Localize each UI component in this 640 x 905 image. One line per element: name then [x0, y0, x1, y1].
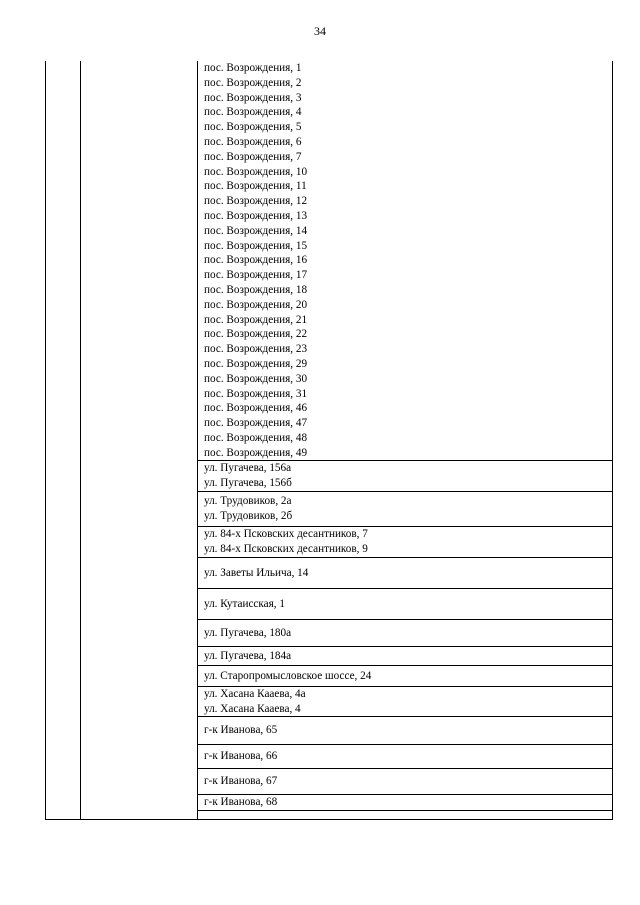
address-line: пос. Возрождения, 47 [204, 417, 308, 430]
address-line: пос. Возрождения, 14 [204, 224, 308, 237]
address-line: пос. Возрождения, 2 [204, 76, 302, 89]
address-line: пос. Возрождения, 17 [204, 269, 308, 282]
address-cell [197, 795, 613, 811]
address-line: пос. Возрождения, 7 [204, 150, 302, 163]
address-line: пос. Возрождения, 21 [204, 313, 308, 326]
address-line: пос. Возрождения, 6 [204, 135, 302, 148]
address-cell [197, 647, 613, 666]
address-line: ул. Хасана Кааева, 4 [204, 702, 301, 715]
address-cell-first [197, 61, 613, 461]
address-cell [197, 620, 613, 647]
address-cell [197, 558, 613, 589]
address-line: пос. Возрождения, 46 [204, 402, 308, 415]
address-line: пос. Возрождения, 13 [204, 209, 308, 222]
address-line: ул. Трудовиков, 2а [204, 495, 292, 508]
page-number: 34 [314, 24, 326, 38]
address-line: ул. Пугачева, 180а [204, 626, 292, 639]
address-line: г-к Иванова, 68 [204, 796, 278, 808]
address-line: пос. Возрождения, 5 [204, 121, 302, 134]
address-line: ул. Пугачева, 156б [204, 477, 292, 489]
address-line: пос. Возрождения, 18 [204, 283, 308, 296]
address-cell [197, 492, 613, 527]
table-border-left [45, 61, 46, 820]
address-cell [197, 527, 613, 558]
address-line: ул. Кутаисская, 1 [204, 597, 285, 610]
address-line: пос. Возрождения, 4 [204, 106, 302, 119]
address-line: ул. Трудовиков, 2б [204, 510, 293, 522]
address-table [45, 61, 613, 820]
address-line: ул. 84-х Псковских десантников, 7 [204, 528, 368, 541]
address-line: пос. Возрождения, 11 [204, 180, 307, 193]
address-line: ул. Заветы Ильича, 14 [204, 566, 309, 579]
address-line: ул. Пугачева, 156а [204, 462, 292, 475]
address-cell [197, 461, 613, 492]
address-line: пос. Возрождения, 31 [204, 387, 308, 400]
address-cell [197, 717, 613, 745]
address-line: пос. Возрождения, 49 [204, 446, 308, 459]
address-column [197, 61, 613, 820]
address-cell [197, 687, 613, 717]
address-line: пос. Возрождения, 30 [204, 372, 308, 385]
address-line: пос. Возрождения, 3 [204, 91, 302, 104]
address-line: пос. Возрождения, 20 [204, 298, 308, 311]
address-line: г-к Иванова, 65 [204, 724, 278, 737]
column-divider-1 [80, 61, 81, 820]
address-line: ул. 84-х Псковских десантников, 9 [204, 543, 368, 555]
address-line: пос. Возрождения, 1 [204, 62, 302, 74]
address-line: пос. Возрождения, 48 [204, 431, 308, 444]
address-cell [197, 745, 613, 769]
address-line: ул. Хасана Кааева, 4а [204, 687, 306, 700]
address-cell [197, 769, 613, 795]
address-line: ул. Пугачева, 184а [204, 649, 292, 662]
address-line: г-к Иванова, 66 [204, 750, 278, 763]
address-line: ул. Старопромысловское шоссе, 24 [204, 669, 372, 682]
address-line: пос. Возрождения, 10 [204, 165, 308, 178]
address-line: пос. Возрождения, 29 [204, 357, 308, 370]
address-cell [197, 589, 613, 620]
address-cell [197, 666, 613, 687]
address-line: пос. Возрождения, 22 [204, 328, 308, 341]
address-line: пос. Возрождения, 12 [204, 195, 308, 208]
address-line: пос. Возрождения, 23 [204, 343, 308, 356]
address-line: г-к Иванова, 67 [204, 775, 278, 788]
address-line: пос. Возрождения, 16 [204, 254, 308, 267]
address-line: пос. Возрождения, 15 [204, 239, 308, 252]
